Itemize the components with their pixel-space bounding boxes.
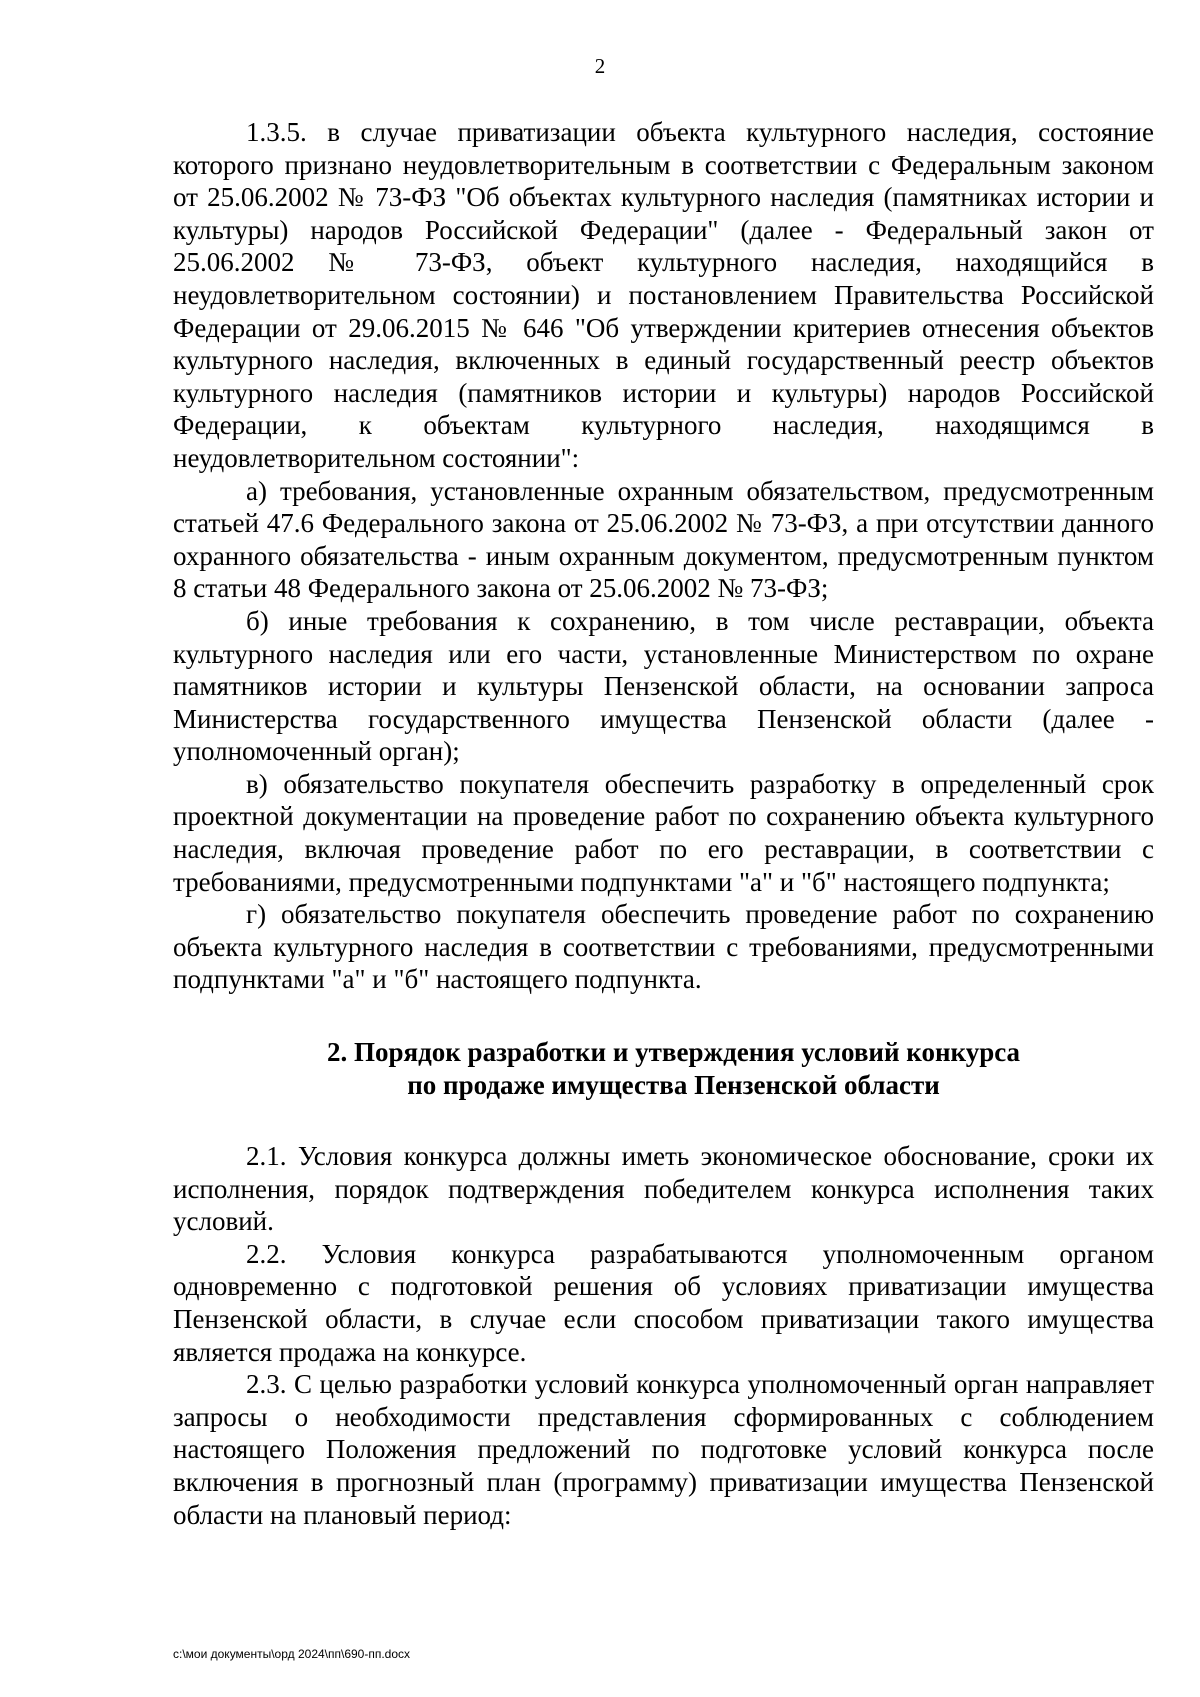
paragraph-2-1: 2.1. Условия конкурса должны иметь экономическое обоснование, сроки их исполнения, порядок подтверждения победителем конкурса исполнения таких условий.	[173, 1141, 1154, 1237]
paragraph-subitem-b: б) иные требования к сохранению, в том числе реставрации, объекта культурного наследия или его части, установленные Министерством по охране памятников истории и культуры Пензенской области, на основании запроса Министерства государственного имущества Пензенской области (далее - уполномоченный орган);	[173, 605, 1154, 767]
paragraph-subitem-a: а) требования, установленные охранным обязательством, предусмотренным статьей 47.6 Федерального закона от 25.06.2002 № 73-ФЗ, а при отсутствии данного охранного обязательства - иным охранным документом, предусмотренным пунктом 8 статьи 48 Федерального закона от 25.06.2002 № 73-ФЗ;	[173, 475, 1154, 604]
document-body	[173, 116, 1154, 1531]
paragraph-subitem-g: г) обязательство покупателя обеспечить проведение работ по сохранению объекта культурного наследия в соответствии с требованиями, предусмотренными подпунктами "а" и "б" настоящего подпункта.	[173, 899, 1154, 995]
paragraph-2-3: 2.3. С целью разработки условий конкурса уполномоченный орган направляет запросы о необходимости представления сформированных с соблюдением настоящего Положения предложений по подготовке условий конкурса после включения в прогнозный план (программу) приватизации имущества Пензенской области на плановый период:	[173, 1369, 1154, 1530]
footer-file-path: c:\мои документы\орд 2024\пп\690-пп.docx	[173, 1647, 411, 1661]
page-number: 2	[594, 54, 606, 78]
section-heading-line-2: по продаже имущества Пензенской области	[407, 1070, 940, 1101]
paragraph-2-2: 2.2. Условия конкурса разрабатываются уполномоченным органом одновременно с подготовкой решения об условиях приватизации имущества Пензенской области, в случае если способом приватизации такого имущества является продажа на конкурсе.	[173, 1238, 1154, 1367]
paragraph-subitem-v: в) обязательство покупателя обеспечить разработку в определенный срок проектной документации на проведение работ по сохранению объекта культурного наследия, включая проведение работ по его реставрации, в соответствии с требованиями, предусмотренными подпунктами "а" и "б" настоящего подпункта;	[173, 768, 1154, 897]
section-2-body	[173, 1140, 1154, 1531]
section-heading	[173, 1036, 1154, 1102]
section-heading-line-1: 2. Порядок разработки и утверждения условий конкурса	[326, 1037, 1021, 1068]
paragraph-1-3-5: 1.3.5. в случае приватизации объекта культурного наследия, состояние которого признано неудовлетворительным в соответствии с Федеральным законом от 25.06.2002 № 73-ФЗ "Об объектах культурного наследия (памятниках истории и культуры) народов Российской Федерации" (далее - Федеральный закон от 25.06.2002 № 73-ФЗ, объект культурного наследия, находящийся в неудовлетворительном состоянии) и постановлением Правительства Российской Федерации от 29.06.2015 № 646 "Об утверждении критериев отнесения объектов культурного наследия, включенных в единый государственный реестр объектов культурного наследия (памятников истории и культуры) народов Российской Федерации, к объектам культурного наследия, находящимся в неудовлетворительном состоянии":	[173, 117, 1154, 473]
